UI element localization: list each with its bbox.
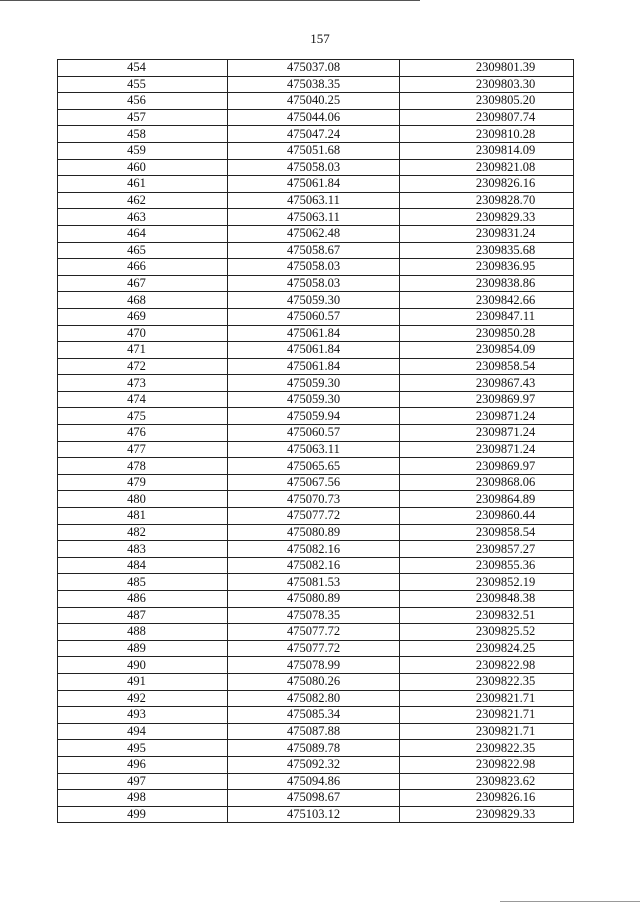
y-coordinate-cell: 2309850.28 xyxy=(400,325,574,342)
coordinates-table-body xyxy=(58,60,574,823)
point-number-cell: 467 xyxy=(58,275,228,292)
point-number-cell: 475 xyxy=(58,408,228,425)
point-number-cell: 487 xyxy=(58,607,228,624)
y-coordinate-cell: 2309822.98 xyxy=(400,657,574,674)
x-coordinate-cell: 475082.80 xyxy=(228,690,400,707)
x-coordinate-cell: 475077.72 xyxy=(228,624,400,641)
y-coordinate-cell: 2309829.33 xyxy=(400,209,574,226)
x-coordinate-cell: 475058.03 xyxy=(228,159,400,176)
x-coordinate-cell: 475060.57 xyxy=(228,308,400,325)
page-number: 157 xyxy=(310,31,330,46)
point-number-cell: 489 xyxy=(58,640,228,657)
x-coordinate-cell: 475078.35 xyxy=(228,607,400,624)
y-coordinate-cell: 2309869.97 xyxy=(400,391,574,408)
y-coordinate-cell: 2309858.54 xyxy=(400,358,574,375)
table-row xyxy=(58,275,574,292)
x-coordinate-cell: 475059.30 xyxy=(228,292,400,309)
x-coordinate-cell: 475061.84 xyxy=(228,342,400,359)
point-number-cell: 483 xyxy=(58,541,228,558)
point-number-cell: 460 xyxy=(58,159,228,176)
table-row xyxy=(58,740,574,757)
x-coordinate-cell: 475080.26 xyxy=(228,673,400,690)
table-row xyxy=(58,209,574,226)
y-coordinate-cell: 2309803.30 xyxy=(400,76,574,93)
y-coordinate-cell: 2309824.25 xyxy=(400,640,574,657)
point-number-cell: 469 xyxy=(58,308,228,325)
table-row xyxy=(58,790,574,807)
table-row xyxy=(58,109,574,126)
point-number-cell: 464 xyxy=(58,225,228,242)
table-row xyxy=(58,391,574,408)
point-number-cell: 472 xyxy=(58,358,228,375)
x-coordinate-cell: 475037.08 xyxy=(228,60,400,77)
point-number-cell: 474 xyxy=(58,391,228,408)
point-number-cell: 465 xyxy=(58,242,228,259)
y-coordinate-cell: 2309836.95 xyxy=(400,259,574,276)
table-row xyxy=(58,707,574,724)
x-coordinate-cell: 475080.89 xyxy=(228,591,400,608)
table-row xyxy=(58,76,574,93)
point-number-cell: 491 xyxy=(58,673,228,690)
table-row xyxy=(58,441,574,458)
table-row xyxy=(58,541,574,558)
y-coordinate-cell: 2309825.52 xyxy=(400,624,574,641)
y-coordinate-cell: 2309821.71 xyxy=(400,707,574,724)
point-number-cell: 479 xyxy=(58,474,228,491)
point-number-cell: 466 xyxy=(58,259,228,276)
y-coordinate-cell: 2309822.98 xyxy=(400,756,574,773)
y-coordinate-cell: 2309828.70 xyxy=(400,192,574,209)
x-coordinate-cell: 475044.06 xyxy=(228,109,400,126)
table-row xyxy=(58,60,574,77)
table-row xyxy=(58,607,574,624)
x-coordinate-cell: 475058.03 xyxy=(228,259,400,276)
x-coordinate-cell: 475065.65 xyxy=(228,458,400,475)
y-coordinate-cell: 2309854.09 xyxy=(400,342,574,359)
point-number-cell: 468 xyxy=(58,292,228,309)
point-number-cell: 463 xyxy=(58,209,228,226)
x-coordinate-cell: 475077.72 xyxy=(228,640,400,657)
table-row xyxy=(58,474,574,491)
point-number-cell: 493 xyxy=(58,707,228,724)
y-coordinate-cell: 2309838.86 xyxy=(400,275,574,292)
y-coordinate-cell: 2309826.16 xyxy=(400,790,574,807)
table-row xyxy=(58,773,574,790)
bottom-rule xyxy=(500,901,640,902)
x-coordinate-cell: 475094.86 xyxy=(228,773,400,790)
x-coordinate-cell: 475040.25 xyxy=(228,93,400,110)
table-row xyxy=(58,225,574,242)
x-coordinate-cell: 475059.30 xyxy=(228,375,400,392)
y-coordinate-cell: 2309829.33 xyxy=(400,806,574,823)
table-row xyxy=(58,756,574,773)
point-number-cell: 458 xyxy=(58,126,228,143)
x-coordinate-cell: 475062.48 xyxy=(228,225,400,242)
x-coordinate-cell: 475063.11 xyxy=(228,441,400,458)
y-coordinate-cell: 2309868.06 xyxy=(400,474,574,491)
point-number-cell: 492 xyxy=(58,690,228,707)
table-row xyxy=(58,292,574,309)
table-row xyxy=(58,508,574,525)
point-number-cell: 496 xyxy=(58,756,228,773)
table-row xyxy=(58,673,574,690)
point-number-cell: 470 xyxy=(58,325,228,342)
y-coordinate-cell: 2309852.19 xyxy=(400,574,574,591)
y-coordinate-cell: 2309842.66 xyxy=(400,292,574,309)
y-coordinate-cell: 2309869.97 xyxy=(400,458,574,475)
point-number-cell: 497 xyxy=(58,773,228,790)
point-number-cell: 484 xyxy=(58,557,228,574)
y-coordinate-cell: 2309821.71 xyxy=(400,723,574,740)
point-number-cell: 485 xyxy=(58,574,228,591)
table-row xyxy=(58,358,574,375)
point-number-cell: 459 xyxy=(58,142,228,159)
x-coordinate-cell: 475047.24 xyxy=(228,126,400,143)
table-row xyxy=(58,159,574,176)
table-row xyxy=(58,93,574,110)
x-coordinate-cell: 475061.84 xyxy=(228,358,400,375)
y-coordinate-cell: 2309805.20 xyxy=(400,93,574,110)
table-row xyxy=(58,259,574,276)
table-row xyxy=(58,690,574,707)
table-row xyxy=(58,640,574,657)
y-coordinate-cell: 2309831.24 xyxy=(400,225,574,242)
y-coordinate-cell: 2309858.54 xyxy=(400,524,574,541)
y-coordinate-cell: 2309871.24 xyxy=(400,408,574,425)
table-row xyxy=(58,176,574,193)
x-coordinate-cell: 475077.72 xyxy=(228,508,400,525)
y-coordinate-cell: 2309810.28 xyxy=(400,126,574,143)
point-number-cell: 471 xyxy=(58,342,228,359)
y-coordinate-cell: 2309857.27 xyxy=(400,541,574,558)
x-coordinate-cell: 475098.67 xyxy=(228,790,400,807)
x-coordinate-cell: 475092.32 xyxy=(228,756,400,773)
x-coordinate-cell: 475070.73 xyxy=(228,491,400,508)
point-number-cell: 480 xyxy=(58,491,228,508)
y-coordinate-cell: 2309855.36 xyxy=(400,557,574,574)
table-row xyxy=(58,242,574,259)
table-row xyxy=(58,624,574,641)
y-coordinate-cell: 2309801.39 xyxy=(400,60,574,77)
table-row xyxy=(58,591,574,608)
y-coordinate-cell: 2309822.35 xyxy=(400,740,574,757)
table-row xyxy=(58,557,574,574)
x-coordinate-cell: 475061.84 xyxy=(228,325,400,342)
top-rule xyxy=(0,0,420,1)
x-coordinate-cell: 475085.34 xyxy=(228,707,400,724)
x-coordinate-cell: 475081.53 xyxy=(228,574,400,591)
x-coordinate-cell: 475067.56 xyxy=(228,474,400,491)
table-row xyxy=(58,657,574,674)
x-coordinate-cell: 475051.68 xyxy=(228,142,400,159)
x-coordinate-cell: 475061.84 xyxy=(228,176,400,193)
table-row xyxy=(58,142,574,159)
x-coordinate-cell: 475059.30 xyxy=(228,391,400,408)
y-coordinate-cell: 2309822.35 xyxy=(400,673,574,690)
point-number-cell: 499 xyxy=(58,806,228,823)
point-number-cell: 490 xyxy=(58,657,228,674)
y-coordinate-cell: 2309867.43 xyxy=(400,375,574,392)
table-row xyxy=(58,524,574,541)
table-row xyxy=(58,308,574,325)
table-row xyxy=(58,126,574,143)
point-number-cell: 482 xyxy=(58,524,228,541)
table-row xyxy=(58,375,574,392)
table-row xyxy=(58,408,574,425)
point-number-cell: 455 xyxy=(58,76,228,93)
table-row xyxy=(58,458,574,475)
table-row xyxy=(58,425,574,442)
y-coordinate-cell: 2309823.62 xyxy=(400,773,574,790)
point-number-cell: 462 xyxy=(58,192,228,209)
y-coordinate-cell: 2309864.89 xyxy=(400,491,574,508)
y-coordinate-cell: 2309814.09 xyxy=(400,142,574,159)
x-coordinate-cell: 475087.88 xyxy=(228,723,400,740)
x-coordinate-cell: 475103.12 xyxy=(228,806,400,823)
y-coordinate-cell: 2309826.16 xyxy=(400,176,574,193)
table-row xyxy=(58,192,574,209)
table-row xyxy=(58,574,574,591)
table-row xyxy=(58,723,574,740)
y-coordinate-cell: 2309821.08 xyxy=(400,159,574,176)
x-coordinate-cell: 475063.11 xyxy=(228,192,400,209)
x-coordinate-cell: 475058.67 xyxy=(228,242,400,259)
x-coordinate-cell: 475063.11 xyxy=(228,209,400,226)
x-coordinate-cell: 475089.78 xyxy=(228,740,400,757)
point-number-cell: 457 xyxy=(58,109,228,126)
y-coordinate-cell: 2309871.24 xyxy=(400,425,574,442)
point-number-cell: 494 xyxy=(58,723,228,740)
table-row xyxy=(58,806,574,823)
x-coordinate-cell: 475078.99 xyxy=(228,657,400,674)
y-coordinate-cell: 2309821.71 xyxy=(400,690,574,707)
y-coordinate-cell: 2309835.68 xyxy=(400,242,574,259)
point-number-cell: 454 xyxy=(58,60,228,77)
x-coordinate-cell: 475080.89 xyxy=(228,524,400,541)
x-coordinate-cell: 475038.35 xyxy=(228,76,400,93)
point-number-cell: 498 xyxy=(58,790,228,807)
table-row xyxy=(58,491,574,508)
x-coordinate-cell: 475082.16 xyxy=(228,541,400,558)
point-number-cell: 461 xyxy=(58,176,228,193)
y-coordinate-cell: 2309807.74 xyxy=(400,109,574,126)
point-number-cell: 495 xyxy=(58,740,228,757)
point-number-cell: 488 xyxy=(58,624,228,641)
x-coordinate-cell: 475082.16 xyxy=(228,557,400,574)
y-coordinate-cell: 2309847.11 xyxy=(400,308,574,325)
x-coordinate-cell: 475060.57 xyxy=(228,425,400,442)
table-row xyxy=(58,342,574,359)
x-coordinate-cell: 475058.03 xyxy=(228,275,400,292)
point-number-cell: 473 xyxy=(58,375,228,392)
y-coordinate-cell: 2309848.38 xyxy=(400,591,574,608)
point-number-cell: 481 xyxy=(58,508,228,525)
x-coordinate-cell: 475059.94 xyxy=(228,408,400,425)
point-number-cell: 456 xyxy=(58,93,228,110)
point-number-cell: 478 xyxy=(58,458,228,475)
table-row xyxy=(58,325,574,342)
coordinates-table xyxy=(57,59,574,823)
y-coordinate-cell: 2309832.51 xyxy=(400,607,574,624)
point-number-cell: 477 xyxy=(58,441,228,458)
point-number-cell: 476 xyxy=(58,425,228,442)
y-coordinate-cell: 2309860.44 xyxy=(400,508,574,525)
y-coordinate-cell: 2309871.24 xyxy=(400,441,574,458)
point-number-cell: 486 xyxy=(58,591,228,608)
